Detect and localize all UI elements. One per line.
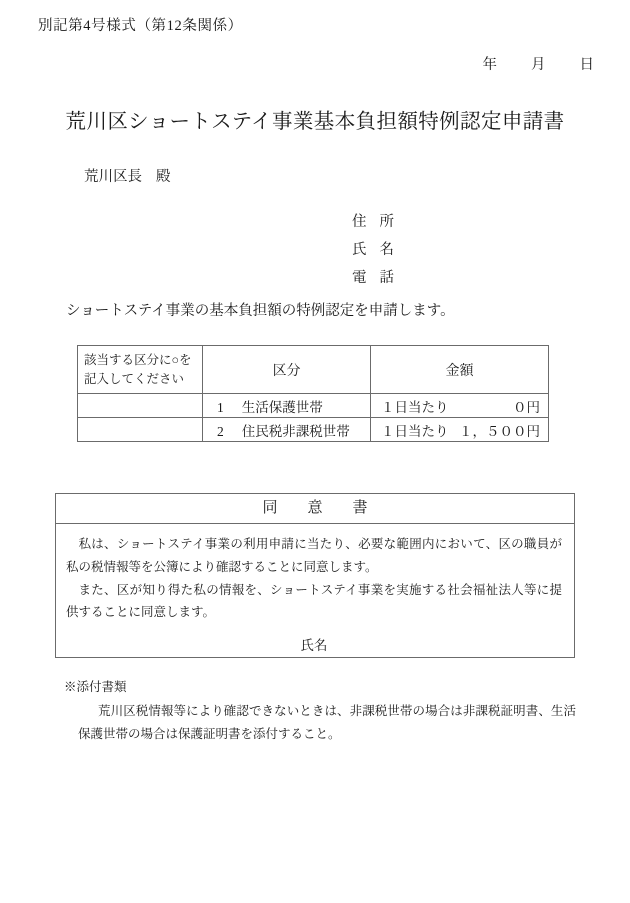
consent-paragraph-1: 私は、ショートステイ事業の利用申請に当たり、必要な範囲内において、区の職員が私の税情報等を公簿により確認することに同意します。 xyxy=(66,537,562,574)
name-field-label: 氏 名 xyxy=(352,242,394,258)
table-row xyxy=(78,418,549,442)
attachments-note xyxy=(64,676,576,746)
addressee xyxy=(84,165,171,186)
request-statement: ショートステイ事業の基本負担額の特例認定を申請します。 xyxy=(66,303,455,319)
page-title: 荒川区ショートステイ事業基本負担額特例認定申請書 xyxy=(65,111,565,133)
column-header-amount: 金額 xyxy=(371,346,549,394)
year-label: 年 xyxy=(482,57,497,73)
attachments-title: ※添付書類 xyxy=(64,680,127,694)
consent-signature-label: 氏名 xyxy=(300,638,328,653)
category-amount-table xyxy=(77,345,549,442)
addressee-name: 荒川区長 xyxy=(84,169,142,185)
column-header-mark: 該当する区分に○を 記入してください xyxy=(78,346,203,394)
table-row xyxy=(78,394,549,418)
month-label: 月 xyxy=(531,57,546,73)
form-number: 別記第4号様式（第12条関係） xyxy=(38,18,243,34)
applicant-fields xyxy=(352,210,394,287)
addressee-honorific: 殿 xyxy=(156,169,171,185)
amount-cell-row2: １日当たり １，５００円 xyxy=(371,418,549,442)
consent-paragraph-2: また、区が知り得た私の情報を、ショートステイ事業を実施する社会福祉法人等に提供することに同意します。 xyxy=(66,582,562,620)
attachments-body: 荒川区税情報等により確認できないときは、非課税世帯の場合は非課税証明書、生活保護世帯の場合は保護証明書を添付すること。 xyxy=(78,704,576,742)
consent-body xyxy=(56,524,574,659)
kubun-cell-row2: 2 住民税非課税世帯 xyxy=(203,418,371,442)
amount-cell-row1: １日当たり ０円 xyxy=(371,394,549,418)
mark-input-cell-row2[interactable] xyxy=(78,418,203,442)
column-header-kubun: 区分 xyxy=(203,346,371,394)
day-label: 日 xyxy=(579,57,594,73)
date-line xyxy=(483,53,595,74)
consent-section xyxy=(55,493,575,658)
consent-heading: 同 意 書 xyxy=(56,494,574,524)
table-header-row xyxy=(78,346,549,394)
mark-input-cell-row1[interactable] xyxy=(78,394,203,418)
phone-field-label: 電 話 xyxy=(352,270,394,286)
address-field-label: 住 所 xyxy=(352,214,394,230)
kubun-cell-row1: 1 生活保護世帯 xyxy=(203,394,371,418)
